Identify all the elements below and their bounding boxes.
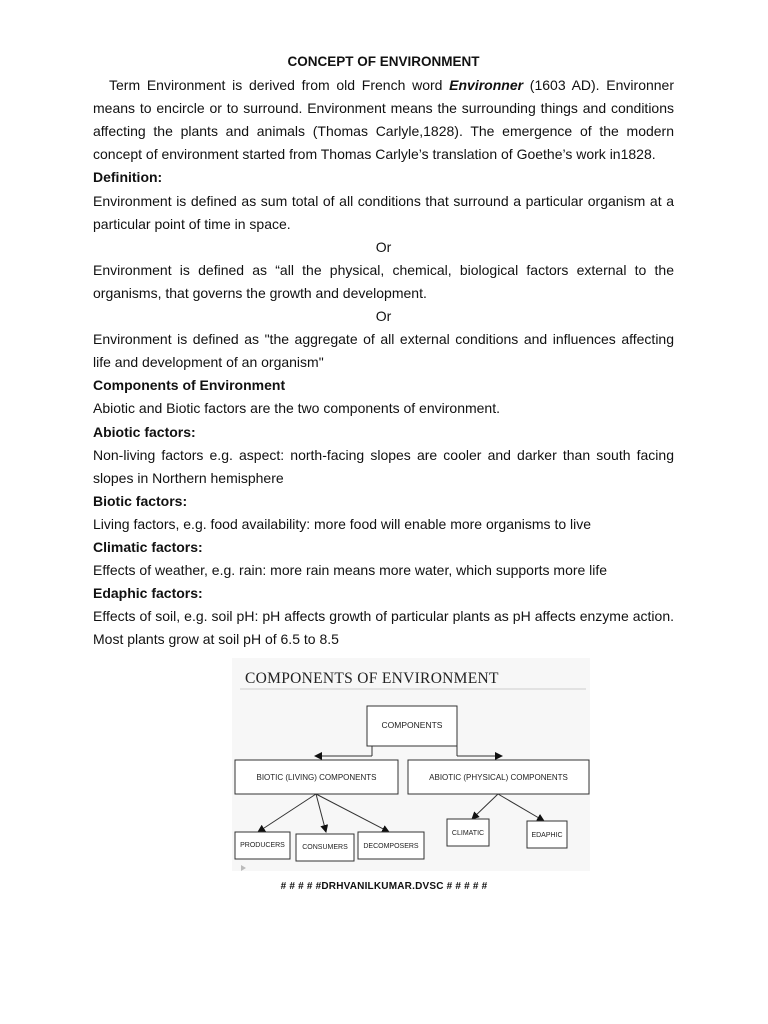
edaphic-label: EDAPHIC <box>531 832 563 839</box>
intro-text-b: (1603 AD). Environner means to encircle or to surround. Environment means the surrounding things and conditions affecting the plants and animals (Thomas Carlyle,1828). The emergence of the modern concept of environment started from Thomas Carlyle’s translation of Goethe’s work in1828. <box>93 77 675 163</box>
edaphic-heading: Edaphic factors: <box>93 585 203 602</box>
consumers-label: CONSUMERS <box>302 844 348 851</box>
or-separator-1: Or <box>375 238 392 255</box>
climatic-label: CLIMATIC <box>451 830 485 837</box>
intro-paragraph <box>93 74 674 166</box>
biotic-label: BIOTIC (LIVING) COMPONENTS <box>256 773 377 782</box>
or-separator-2: Or <box>375 308 392 325</box>
biotic-heading: Biotic factors: <box>93 492 188 509</box>
abiotic-heading: Abiotic factors: <box>93 423 196 440</box>
decomposers-label: DECOMPOSERS <box>363 843 419 850</box>
intro-highlight-word: Environner <box>449 77 524 94</box>
diagram-svg <box>232 658 590 871</box>
page-title: CONCEPT OF ENVIRONMENT <box>287 54 480 69</box>
intro-text-a: Term Environment is derived from old French word <box>109 77 450 94</box>
diagram-title: COMPONENTS OF ENVIRONMENT <box>245 670 499 687</box>
components-text: Abiotic and Biotic factors are the two components of environment. <box>93 400 500 417</box>
root-label: COMPONENTS <box>381 720 443 730</box>
producers-label: PRODUCERS <box>240 842 285 849</box>
document-body <box>93 50 674 651</box>
definition-3: Environment is defined as "the aggregate of all external conditions and influences affecting life and development of an organism" <box>93 331 674 371</box>
components-diagram <box>232 658 590 871</box>
components-heading: Components of Environment <box>93 377 286 394</box>
definition-1: Environment is defined as sum total of all conditions that surround a particular organism at a particular point of time in space. <box>93 192 674 232</box>
definition-heading: Definition: <box>93 169 163 186</box>
footer-signature: # # # # #DRHVANILKUMAR.DVSC # # # # # <box>280 881 488 892</box>
climatic-heading: Climatic factors: <box>93 538 203 555</box>
definition-2: Environment is defined as “all the physical, chemical, biological factors external to the organisms, that governs the growth and development. <box>93 261 674 301</box>
abiotic-text: Non-living factors e.g. aspect: north-facing slopes are cooler and darker than south facing slopes in Northern hemisphere <box>93 446 674 486</box>
edaphic-text: Effects of soil, e.g. soil pH: pH affects growth of particular plants as pH affects enzyme action. Most plants grow at soil pH of 6.5 to 8.5 <box>93 608 674 648</box>
biotic-text: Living factors, e.g. food availability: more food will enable more organisms to live <box>93 515 592 532</box>
abiotic-label: ABIOTIC (PHYSICAL) COMPONENTS <box>429 773 568 782</box>
climatic-text: Effects of weather, e.g. rain: more rain means more water, which supports more life <box>93 562 608 579</box>
